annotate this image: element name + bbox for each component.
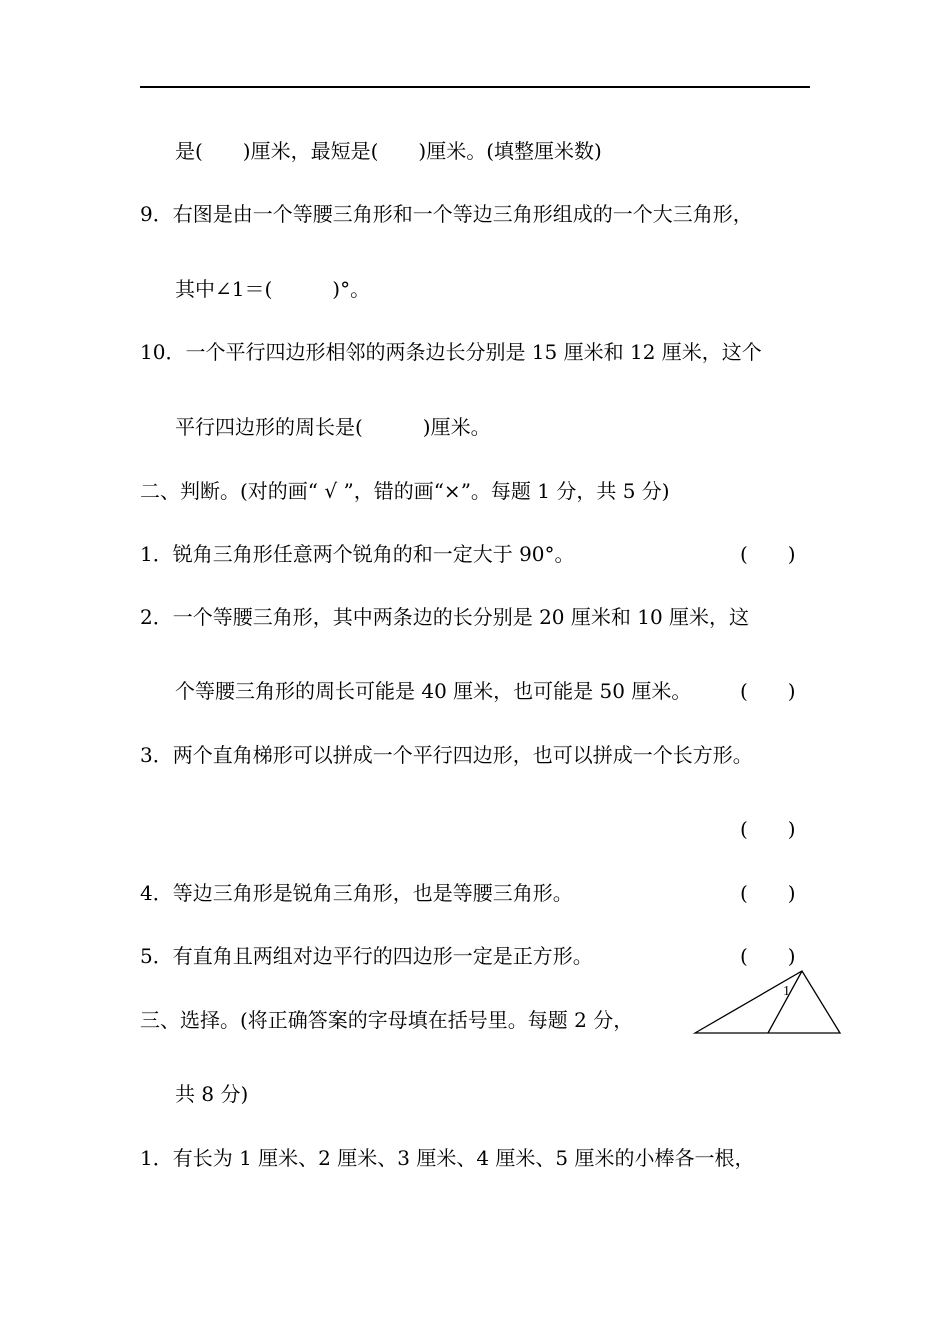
judge-q1: 1．锐角三角形任意两个锐角的和一定大于 90°。 [140, 542, 575, 566]
q9-line2: 其中∠1＝( )°。 [175, 277, 371, 301]
triangle-figure [690, 966, 846, 1038]
judge-q4: 4．等边三角形是锐角三角形，也是等腰三角形。 [140, 881, 573, 905]
judge-q2-answer-blank: ( ) [740, 679, 796, 703]
judge-q4-answer-blank: ( ) [740, 881, 796, 905]
section-3-heading-cont: 共 8 分) [175, 1082, 249, 1106]
judge-q5-answer-blank: ( ) [740, 944, 796, 968]
section-3-heading: 三、选择。(将正确答案的字母填在括号里。每题 2 分， [140, 1008, 634, 1032]
judge-q3-answer-blank: ( ) [740, 817, 796, 841]
judge-q5: 5．有直角且两组对边平行的四边形一定是正方形。 [140, 944, 593, 968]
judge-q3: 3．两个直角梯形可以拼成一个平行四边形，也可以拼成一个长方形。 [140, 743, 753, 767]
judge-q2-line1: 2．一个等腰三角形，其中两条边的长分别是 20 厘米和 10 厘米，这 [140, 605, 750, 629]
q8-continuation: 是( )厘米，最短是( )厘米。(填整厘米数) [175, 139, 602, 163]
choice-q1-line1: 1．有长为 1 厘米、2 厘米、3 厘米、4 厘米、5 厘米的小棒各一根， [140, 1146, 755, 1170]
q10-line2: 平行四边形的周长是( )厘米。 [175, 415, 491, 439]
q10-line1: 10．一个平行四边形相邻的两条边长分别是 15 厘米和 12 厘米，这个 [140, 340, 762, 364]
section-2-heading: 二、判断。(对的画“ √ ”，错的画“×”。每题 1 分，共 5 分) [140, 479, 670, 503]
judge-q2-line2: 个等腰三角形的周长可能是 40 厘米，也可能是 50 厘米。 [175, 679, 692, 703]
header-rule [140, 86, 810, 88]
angle-1-label: 1 [783, 984, 790, 999]
big-triangle [695, 971, 840, 1033]
judge-q1-answer-blank: ( ) [740, 542, 796, 566]
q9-line1: 9．右图是由一个等腰三角形和一个等边三角形组成的一个大三角形， [140, 202, 753, 226]
